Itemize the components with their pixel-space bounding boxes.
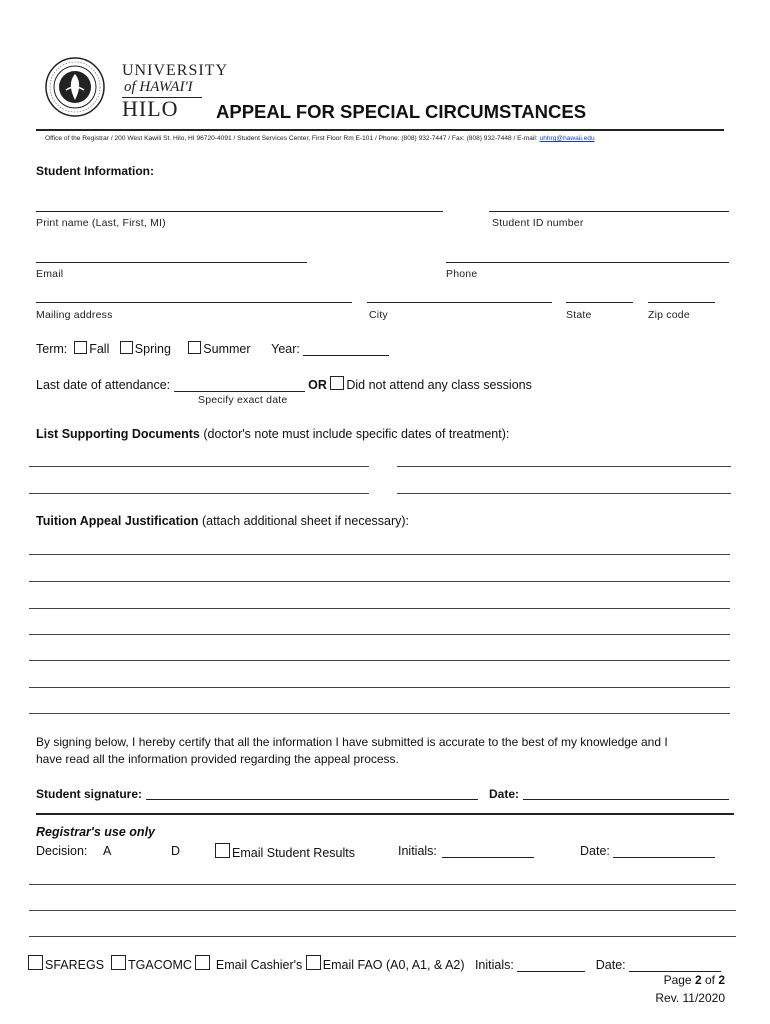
year-label: Year:: [271, 342, 300, 356]
mailing-address-label: Mailing address: [36, 309, 113, 321]
city-label: City: [369, 309, 388, 321]
email-field[interactable]: [36, 262, 307, 263]
document-line-4[interactable]: [397, 493, 731, 494]
decision-a: A: [103, 844, 112, 858]
page-current: 2: [694, 973, 702, 987]
student-id-label: Student ID number: [492, 217, 584, 229]
contact-info: [45, 135, 595, 142]
summer-checkbox[interactable]: [188, 341, 201, 354]
revision-label: Rev. 11/2020: [655, 991, 725, 1005]
registrar-initials-field[interactable]: [442, 857, 534, 858]
email-cashiers-checkbox[interactable]: [195, 955, 210, 970]
email-fao-checkbox[interactable]: [306, 955, 321, 970]
justification-line-6[interactable]: [29, 687, 730, 688]
page-title: APPEAL FOR SPECIAL CIRCUMSTANCES: [216, 101, 587, 122]
decision-d: D: [171, 844, 181, 858]
registrar-rule: [36, 813, 734, 815]
or-label: OR: [308, 378, 327, 392]
registrar-line-1[interactable]: [29, 884, 736, 885]
registrar-line-2[interactable]: [29, 910, 736, 911]
signature-label: Student signature:: [36, 787, 143, 801]
justification-heading: [36, 514, 409, 528]
attendance-row: [36, 376, 532, 392]
registrar-line-3[interactable]: [29, 936, 736, 937]
did-not-attend-checkbox[interactable]: [330, 376, 344, 390]
registrar-initials-label: Initials:: [398, 844, 437, 858]
justification-line-2[interactable]: [29, 581, 730, 582]
signature-field[interactable]: [146, 799, 478, 800]
mailing-address-field[interactable]: [36, 302, 352, 303]
justification-line-7[interactable]: [29, 713, 730, 714]
certification-line-1: By signing below, I hereby certify that all the information I have submitted is accurate to the best of my knowledge and I: [36, 735, 668, 749]
attendance-label: Last date of attendance:: [36, 378, 171, 392]
decision-label: Decision:: [36, 844, 88, 858]
email-label: Email: [36, 268, 64, 280]
email-results-label: Email Student Results: [232, 846, 355, 860]
print-name-label: Print name (Last, First, MI): [36, 217, 166, 229]
justification-heading-bold: Tuition Appeal Justification: [36, 514, 199, 528]
page-total: 2: [718, 973, 725, 987]
footer-date-field[interactable]: [629, 959, 721, 972]
sfaregs-label: SFAREGS: [45, 958, 105, 972]
city-field[interactable]: [367, 302, 552, 303]
logo-university-text: UNIVERSITY: [122, 62, 228, 79]
tgacomc-checkbox[interactable]: [111, 955, 126, 970]
documents-note: (doctor's note must include specific dates of treatment):: [199, 427, 510, 441]
zip-code-field[interactable]: [648, 302, 715, 303]
university-seal-logo: [44, 56, 106, 118]
justification-line-3[interactable]: [29, 608, 730, 609]
email-fao-label: Email FAO (A0, A1, & A2): [322, 958, 465, 972]
phone-field[interactable]: [446, 262, 729, 263]
state-label: State: [566, 309, 592, 321]
processing-row: [28, 955, 721, 972]
spring-label: Spring: [134, 342, 171, 356]
documents-heading: [36, 427, 509, 441]
registrar-date-field[interactable]: [613, 857, 715, 858]
email-cashiers-label: Email Cashier's: [215, 958, 303, 972]
term-row: [36, 341, 389, 356]
certification-line-2: have read all the information provided regarding the appeal process.: [36, 752, 399, 766]
justification-line-5[interactable]: [29, 660, 730, 661]
zip-code-label: Zip code: [648, 309, 690, 321]
justification-line-1[interactable]: [29, 554, 730, 555]
page-of: of: [701, 973, 719, 987]
attendance-hint: Specify exact date: [198, 394, 288, 406]
header-rule: [36, 129, 724, 131]
did-not-attend-label: Did not attend any class sessions: [346, 378, 532, 392]
justification-note: (attach additional sheet if necessary):: [198, 514, 410, 528]
signature-date-label: Date:: [489, 787, 520, 801]
summer-label: Summer: [203, 342, 251, 356]
registrar-email-link[interactable]: uhhrg@hawaii.edu: [539, 135, 595, 142]
fall-checkbox[interactable]: [74, 341, 87, 354]
contact-text: Office of the Registrar / 200 West Kawili St. Hilo, HI 96720-4091 / Student Services Center, First Floor Rm E-101 / Phone: (808) 932-7447 / Fax: (808) 932-7448 / E-mail:: [45, 135, 540, 142]
student-info-heading: Student Information:: [36, 164, 154, 178]
student-id-field[interactable]: [489, 211, 729, 212]
logo-hawaii-text: of HAWAI'I: [124, 79, 193, 95]
signature-date-field[interactable]: [523, 799, 729, 800]
spring-checkbox[interactable]: [120, 341, 133, 354]
document-line-3[interactable]: [29, 493, 369, 494]
document-line-1[interactable]: [29, 466, 369, 467]
tgacomc-label: TGACOMC: [128, 958, 192, 972]
registrar-date-label: Date:: [580, 844, 610, 858]
attendance-date-field[interactable]: [174, 379, 305, 392]
email-results-row: [215, 843, 355, 860]
footer-initials-label: Initials:: [474, 958, 514, 972]
justification-line-4[interactable]: [29, 634, 730, 635]
documents-heading-bold: List Supporting Documents: [36, 427, 200, 441]
email-results-checkbox[interactable]: [215, 843, 230, 858]
document-line-2[interactable]: [397, 466, 731, 467]
page-prefix: Page: [663, 973, 695, 987]
term-label: Term:: [36, 342, 68, 356]
state-field[interactable]: [566, 302, 633, 303]
footer-date-label: Date:: [595, 958, 626, 972]
page-number: [664, 973, 725, 987]
logo-hilo-text: HILO: [122, 96, 179, 121]
sfaregs-checkbox[interactable]: [28, 955, 43, 970]
footer-initials-field[interactable]: [517, 959, 585, 972]
phone-label: Phone: [446, 268, 478, 280]
fall-label: Fall: [89, 342, 110, 356]
print-name-field[interactable]: [36, 211, 443, 212]
year-field[interactable]: [303, 343, 389, 356]
registrar-heading: Registrar's use only: [36, 825, 155, 839]
